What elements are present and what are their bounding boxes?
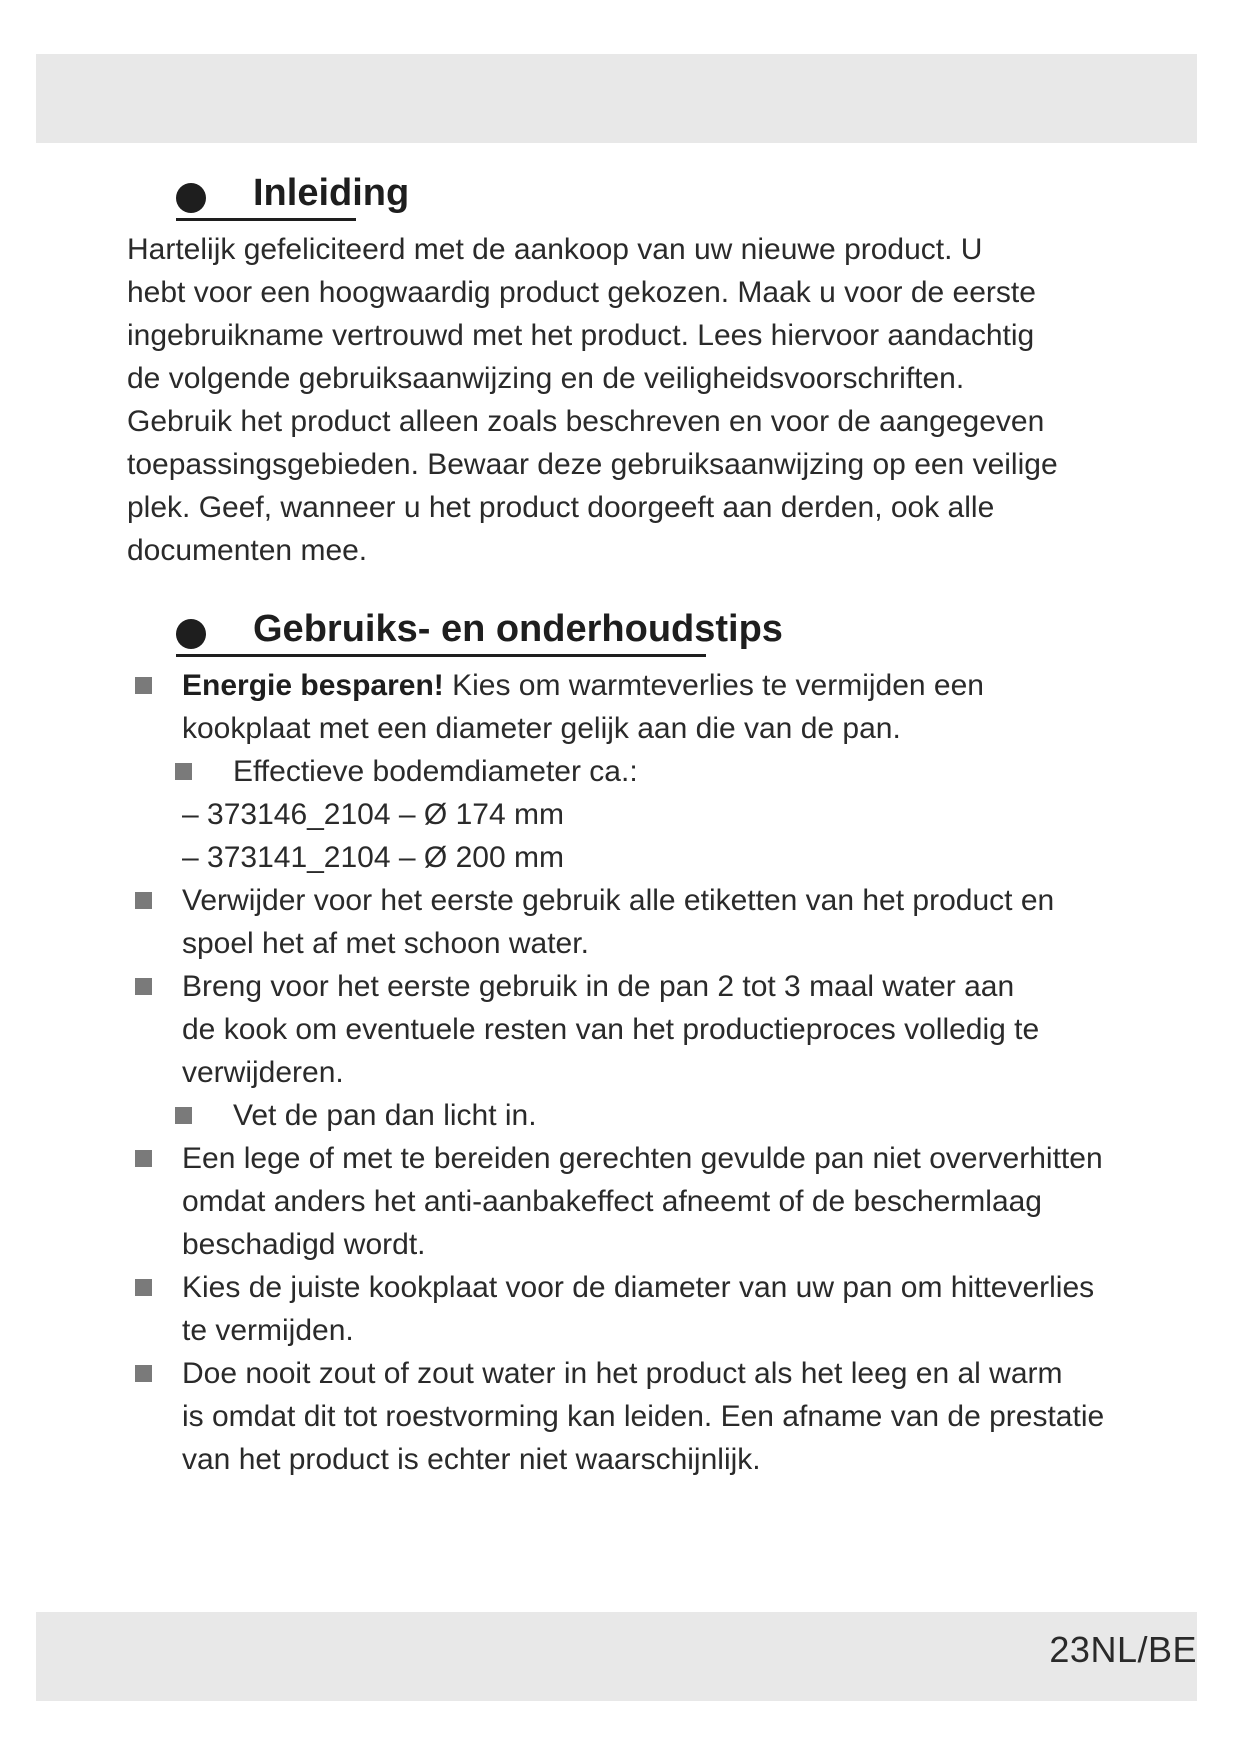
square-bullet-icon: [135, 1365, 152, 1382]
bullet-dot-icon: [176, 183, 206, 213]
footer-band: [36, 1612, 1197, 1701]
square-bullet-icon: [135, 1279, 152, 1296]
list-text: Breng voor het eerste gebruik in de pan 2 tot 3 maal water aan: [182, 970, 1015, 1003]
diameter-entry: [127, 836, 1127, 879]
list-text: Doe nooit zout of zout water in het product als het leeg en al warm: [182, 1357, 1063, 1390]
square-bullet-icon: [175, 763, 192, 780]
list-text: – 373141_2104 – Ø 200 mm: [182, 841, 564, 874]
square-bullet-icon: [135, 1150, 152, 1167]
list-text: – 373146_2104 – Ø 174 mm: [182, 798, 564, 831]
list-item: [127, 1352, 1127, 1481]
paragraph-line: plek. Geef, wanneer u het product doorgeeft aan derden, ook alle: [127, 491, 995, 524]
list-text: Verwijder voor het eerste gebruik alle etiketten van het product en: [182, 884, 1055, 917]
paragraph-line: de volgende gebruiksaanwijzing en de veiligheidsvoorschriften.: [127, 362, 965, 395]
list-item: [127, 1266, 1127, 1352]
list-subitem: [127, 1094, 1127, 1137]
list-text: Kies de juiste kookplaat voor de diameter van uw pan om hitteverlies: [182, 1271, 1095, 1304]
list-text: de kook om eventuele resten van het productieproces volledig te: [182, 1013, 1040, 1046]
list-text: omdat anders het anti-aanbakeffect afneemt of de beschermlaag: [182, 1185, 1042, 1218]
list-text: beschadigd wordt.: [182, 1228, 426, 1261]
section-heading-inleiding: [176, 168, 976, 224]
section-title: Gebruiks- en onderhoudstips: [253, 608, 783, 650]
header-band: [36, 54, 1197, 143]
paragraph-line: documenten mee.: [127, 534, 368, 567]
diameter-entry: [127, 793, 1127, 836]
list-text: Effectieve bodemdiameter ca.:: [233, 755, 638, 788]
tips-list: [127, 664, 1127, 1481]
list-item: [127, 664, 1127, 750]
section-title: Inleiding: [253, 172, 410, 214]
list-item: [127, 879, 1127, 965]
list-text: verwijderen.: [182, 1056, 344, 1089]
bullet-dot-icon: [176, 619, 206, 649]
list-text: Een lege of met te bereiden gerechten gevulde pan niet oververhitten: [182, 1142, 1103, 1175]
list-text: Kies om warmteverlies te vermijden een: [443, 669, 984, 702]
square-bullet-icon: [135, 677, 152, 694]
section-heading-tips: [176, 604, 976, 660]
list-item: [127, 965, 1127, 1094]
list-subitem: [127, 750, 1127, 793]
list-text: Vet de pan dan licht in.: [233, 1099, 537, 1132]
list-text: is omdat dit tot roestvorming kan leiden. Een afname van de prestatie: [182, 1400, 1105, 1433]
list-item: [127, 1137, 1127, 1266]
page-number: 23NL/BE: [1049, 1629, 1197, 1670]
paragraph-line: hebt voor een hoogwaardig product gekozen. Maak u voor de eerste: [127, 276, 1036, 309]
square-bullet-icon: [135, 978, 152, 995]
paragraph-line: toepassingsgebieden. Bewaar deze gebruiksaanwijzing op een veilige: [127, 448, 1058, 481]
list-text: kookplaat met een diameter gelijk aan die van de pan.: [182, 712, 901, 745]
intro-paragraph: [127, 228, 1127, 572]
list-text: te vermijden.: [182, 1314, 354, 1347]
square-bullet-icon: [135, 892, 152, 909]
paragraph-line: ingebruikname vertrouwd met het product. Lees hiervoor aandachtig: [127, 319, 1035, 352]
paragraph-line: Hartelijk gefeliciteerd met de aankoop van uw nieuwe product. U: [127, 233, 983, 266]
list-text: spoel het af met schoon water.: [182, 927, 589, 960]
energy-heading: Energie besparen!: [182, 669, 444, 702]
heading-underline: [176, 654, 706, 657]
list-text: van het product is echter niet waarschijnlijk.: [182, 1443, 761, 1476]
paragraph-line: Gebruik het product alleen zoals beschreven en voor de aangegeven: [127, 405, 1045, 438]
square-bullet-icon: [175, 1107, 192, 1124]
heading-underline: [176, 218, 356, 221]
